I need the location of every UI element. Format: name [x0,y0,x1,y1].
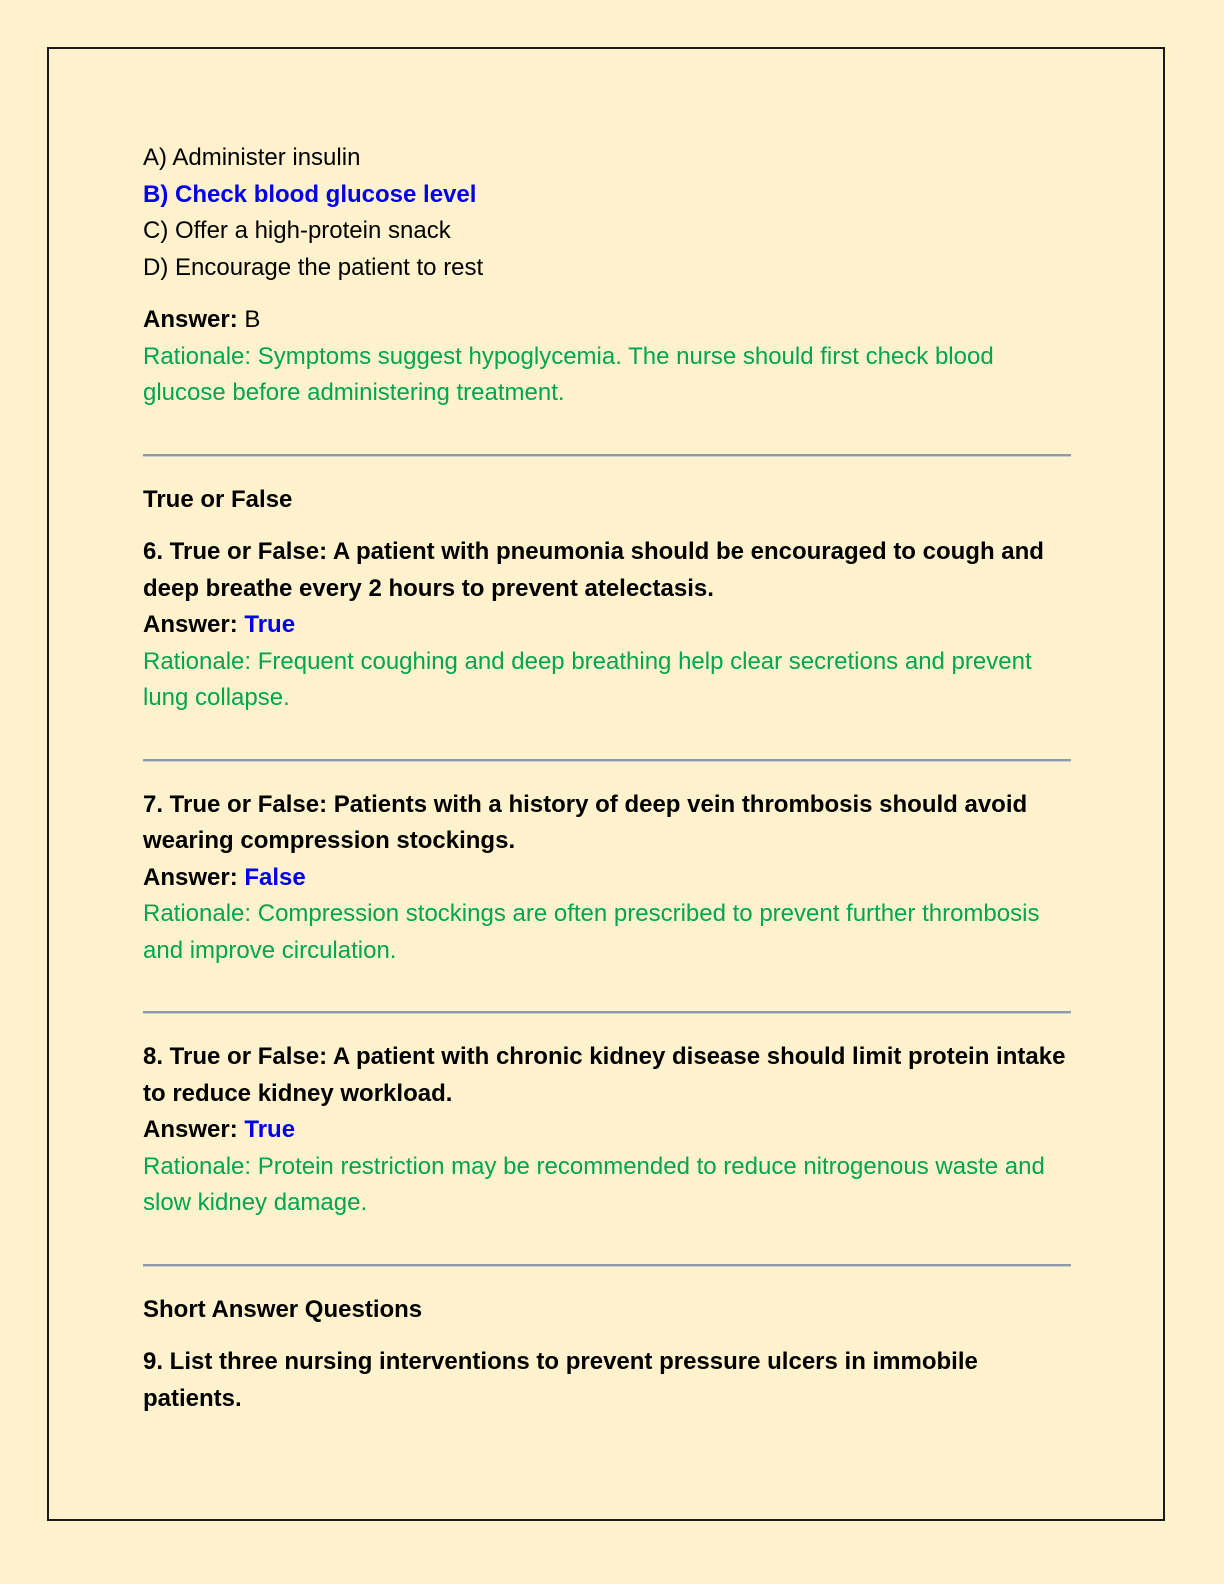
answer-line [143,607,1073,644]
rationale: Rationale: Compression stockings are often prescribed to prevent further thrombosis and improve circulation. [143,900,1040,964]
section-heading-true-false: True or False [143,485,293,513]
answer-value: True [244,611,296,638]
rationale: Rationale: Symptoms suggest hypoglycemia. The nurse should first check blood glucose before administering treatment. [143,342,994,406]
answer-value: B [244,306,261,333]
answer-line [143,1112,1073,1149]
rationale: Rationale: Frequent coughing and deep breathing help clear secretions and prevent lung collapse. [143,647,1032,711]
answer-label: Answer: [143,863,238,891]
option-a: A) Administer insulin [143,144,361,171]
section-heading-short-answer: Short Answer Questions [143,1295,423,1323]
rationale: Rationale: Protein restriction may be recommended to reduce nitrogenous waste and slow kidney damage. [143,1152,1045,1216]
answer-value: False [244,863,306,891]
answer-line [143,860,1073,897]
question-9: 9. List three nursing interventions to prevent pressure ulcers in immobile patients. [143,1348,978,1412]
question-7: 7. True or False: Patients with a history of deep vein thrombosis should avoid wearing compression stockings. [143,790,1028,854]
document-content [143,140,1073,1417]
answer-label: Answer: [143,611,238,638]
answer-label: Answer: [143,1116,238,1143]
option-b-correct: B) Check blood glucose level [143,180,477,208]
answer-label: Answer: [143,306,238,333]
option-c: C) Offer a high-protein snack [143,217,451,244]
option-d: D) Encourage the patient to rest [143,253,484,281]
answer-value: True [244,1116,296,1143]
question-8: 8. True or False: A patient with chronic kidney disease should limit protein intake to reduce kidney workload. [143,1043,1066,1107]
question-6: 6. True or False: A patient with pneumonia should be encouraged to cough and deep breathe every 2 hours to prevent atelectasis. [143,538,1044,602]
answer-line [143,302,1073,339]
